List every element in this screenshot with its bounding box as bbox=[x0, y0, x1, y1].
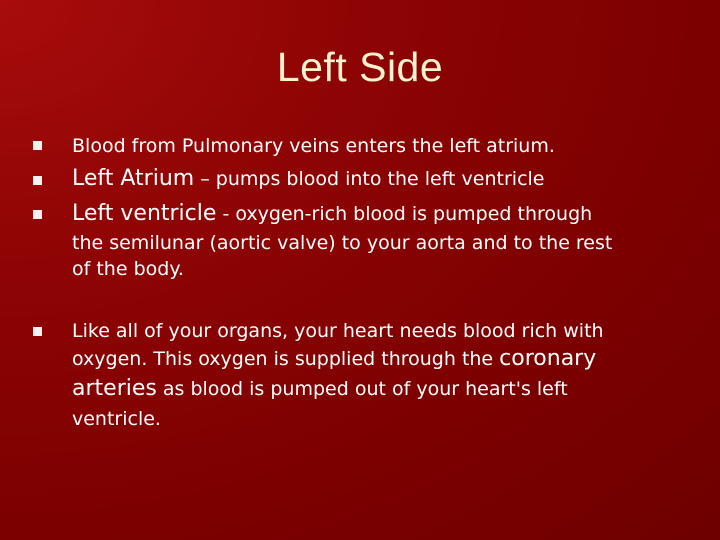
bullet-4-line-4: ventricle. bbox=[72, 408, 161, 430]
bullet-3-rest: - oxygen-rich blood is pumped through bbox=[216, 203, 593, 225]
bullet-3-term: Left ventricle bbox=[72, 201, 217, 226]
square-bullet-icon bbox=[33, 327, 42, 336]
bullet-4-line-1: Like all of your organs, your heart needs blood rich with bbox=[72, 320, 604, 342]
bullet-2-rest: – pumps blood into the left ventricle bbox=[194, 168, 545, 190]
bullet-3-continuation-2: of the body. bbox=[72, 258, 184, 280]
bullet-4-term-coronary: coronary bbox=[499, 346, 597, 371]
bullet-3-text bbox=[72, 201, 672, 227]
square-bullet-icon bbox=[33, 141, 42, 150]
bullet-2-text bbox=[72, 166, 672, 192]
square-bullet-icon bbox=[33, 176, 42, 185]
bullet-4-line-2 bbox=[72, 346, 672, 372]
bullet-1-text: Blood from Pulmonary veins enters the left atrium. bbox=[72, 135, 555, 157]
bullet-4-line-2-text: oxygen. This oxygen is supplied through the bbox=[72, 348, 500, 370]
bullet-3-continuation-1: the semilunar (aortic valve) to your aorta and to the rest bbox=[72, 232, 613, 254]
square-bullet-icon bbox=[33, 210, 42, 219]
bullet-4-term-arteries: arteries bbox=[72, 376, 157, 401]
bullet-4-line-3-text: as blood is pumped out of your heart's left bbox=[156, 378, 568, 400]
bullet-4-line-3 bbox=[72, 376, 672, 402]
slide-title: Left Side bbox=[276, 44, 444, 90]
bullet-2-term: Left Atrium bbox=[72, 166, 195, 191]
